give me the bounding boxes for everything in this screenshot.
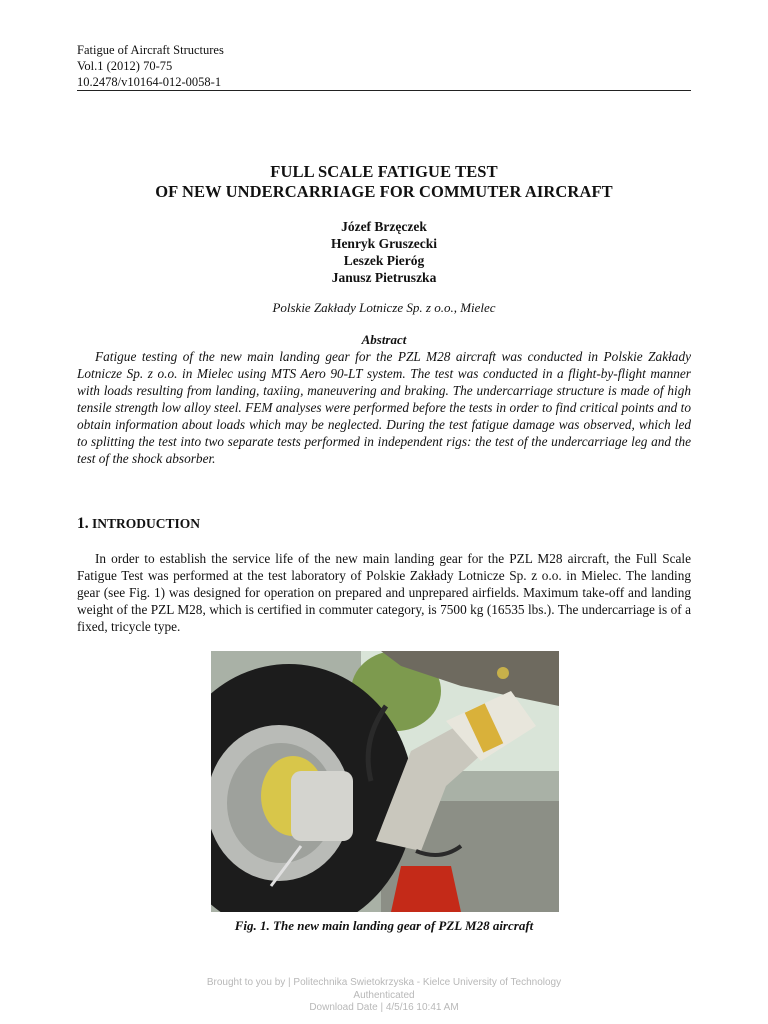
journal-doi: 10.2478/v10164-012-0058-1 xyxy=(77,75,222,89)
title-line-1: FULL SCALE FATIGUE TEST xyxy=(270,162,498,181)
landing-gear-photo xyxy=(211,651,559,912)
header-rule xyxy=(77,90,691,91)
author-name: Janusz Pietruszka xyxy=(331,270,437,285)
watermark-line-1: Brought to you by | Politechnika Swietokrzyska - Kielce University of Technology xyxy=(206,977,562,988)
paper-title xyxy=(77,162,691,202)
brake-caliper xyxy=(291,771,353,841)
red-support-stand xyxy=(391,866,461,912)
author-name: Henryk Gruszecki xyxy=(330,236,438,251)
section-number: 1. xyxy=(77,515,89,532)
abstract-text: Fatigue testing of the new main landing gear for the PZL M28 aircraft was conducted in Polskie Zakłady Lotnicze Sp. z o.o. in Mielec using MTS Aero 90-LT system. The test was conducted in a flight-by-flight manner with loads resulting from landing, taxiing, maneuvering and braking. The undercarriage structure is made of high tensile strength low alloy steel. FEM analyses were performed before the tests in order to find critical points and to obtain information about loads which may be neglected. During the test fatigue damage was observed, which led to splitting the test into two separate tests performed in independent rigs: the test of the undercarriage leg and the test of the shock absorber. xyxy=(77,349,691,466)
author-name: Leszek Pieróg xyxy=(343,253,425,268)
journal-header xyxy=(77,42,224,90)
watermark-line-3: Download Date | 4/5/16 10:41 AM xyxy=(309,1002,459,1013)
title-line-2: OF NEW UNDERCARRIAGE FOR COMMUTER AIRCRAFT xyxy=(155,182,613,201)
author-list xyxy=(77,218,691,286)
introduction-paragraph: In order to establish the service life of the new main landing gear for the PZL M28 aircraft, the Full Scale Fatigue Test was performed at the test laboratory of Polskie Zakłady Lotnicze Sp. z o.o. in Mielec. The landing gear (see Fig. 1) was designed for operation on prepared and unprepared airfields. Maximum take-off and landing weight of the PZL M28, which is certified in commuter category, is 7500 kg (16535 lbs.). The undercarriage is of a fixed, tricycle type. xyxy=(77,551,691,634)
watermark-line-2: Authenticated xyxy=(353,989,415,1001)
section-title: INTRODUCTION xyxy=(92,516,201,531)
section-heading xyxy=(77,515,200,533)
affiliation: Polskie Zakłady Lotnicze Sp. z o.o., Mielec xyxy=(272,300,496,315)
fitting xyxy=(497,667,509,679)
landing-gear-illustration xyxy=(211,651,559,912)
journal-name: Fatigue of Aircraft Structures xyxy=(77,43,224,57)
abstract-heading: Abstract xyxy=(361,332,407,347)
figure-caption: Fig. 1. The new main landing gear of PZL M28 aircraft xyxy=(234,918,534,933)
author-name: Józef Brzęczek xyxy=(341,219,427,234)
journal-volume: Vol.1 (2012) 70-75 xyxy=(77,59,173,73)
download-watermark xyxy=(77,977,691,1015)
